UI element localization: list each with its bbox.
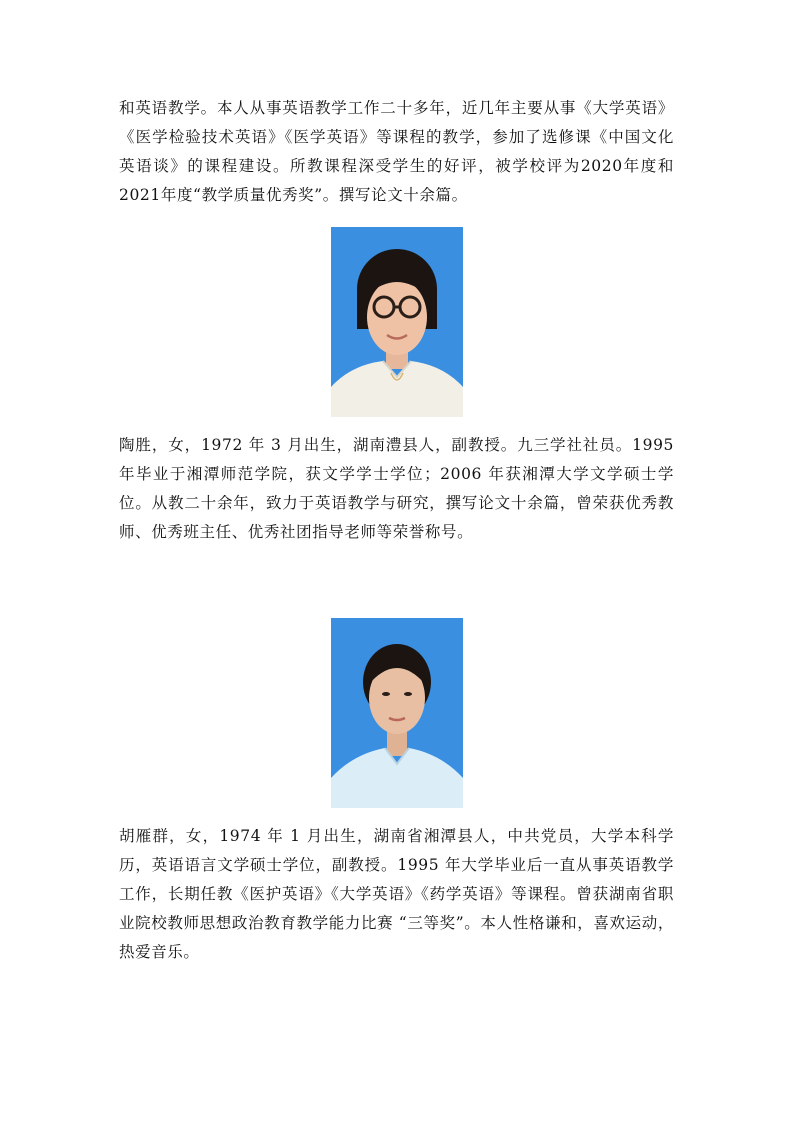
intro-paragraph-continued: 和英语教学。本人从事英语教学工作二十多年，近几年主要从事《大学英语》《医学检验技术英语》《医学英语》等课程的教学，参加了选修课《中国文化英语谈》的课程建设。所教课程深受学生的好评，被学校评为2020年度和2021年度“教学质量优秀奖”。撰写论文十余篇。 <box>119 99 674 204</box>
bio-tao-sheng: 陶胜，女，1972 年 3 月出生，湖南澧县人，副教授。九三学社社员。1995 年毕业于湘潭师范学院，获文学学士学位；2006 年获湘潭大学文学硕士学位。从教二十余年，致力于英语教学与研究，撰写论文十余篇，曾荣获优秀教师、优秀班主任、优秀社团指导老师等荣誉称号。 <box>119 436 674 541</box>
portrait-photo-hu-yanqun <box>331 618 463 808</box>
portrait-photo-tao-sheng <box>331 227 463 417</box>
bio-hu-yanqun: 胡雁群，女，1974 年 1 月出生，湖南省湘潭县人，中共党员，大学本科学历，英语语言文学硕士学位，副教授。1995 年大学毕业后一直从事英语教学工作，长期任教《医护英语》《大学英语》《药学英语》等课程。曾获湖南省职业院校教师思想政治教育教学能力比赛 “三等奖”。本人性格谦和，喜欢运动，热爱音乐。 <box>119 827 674 961</box>
